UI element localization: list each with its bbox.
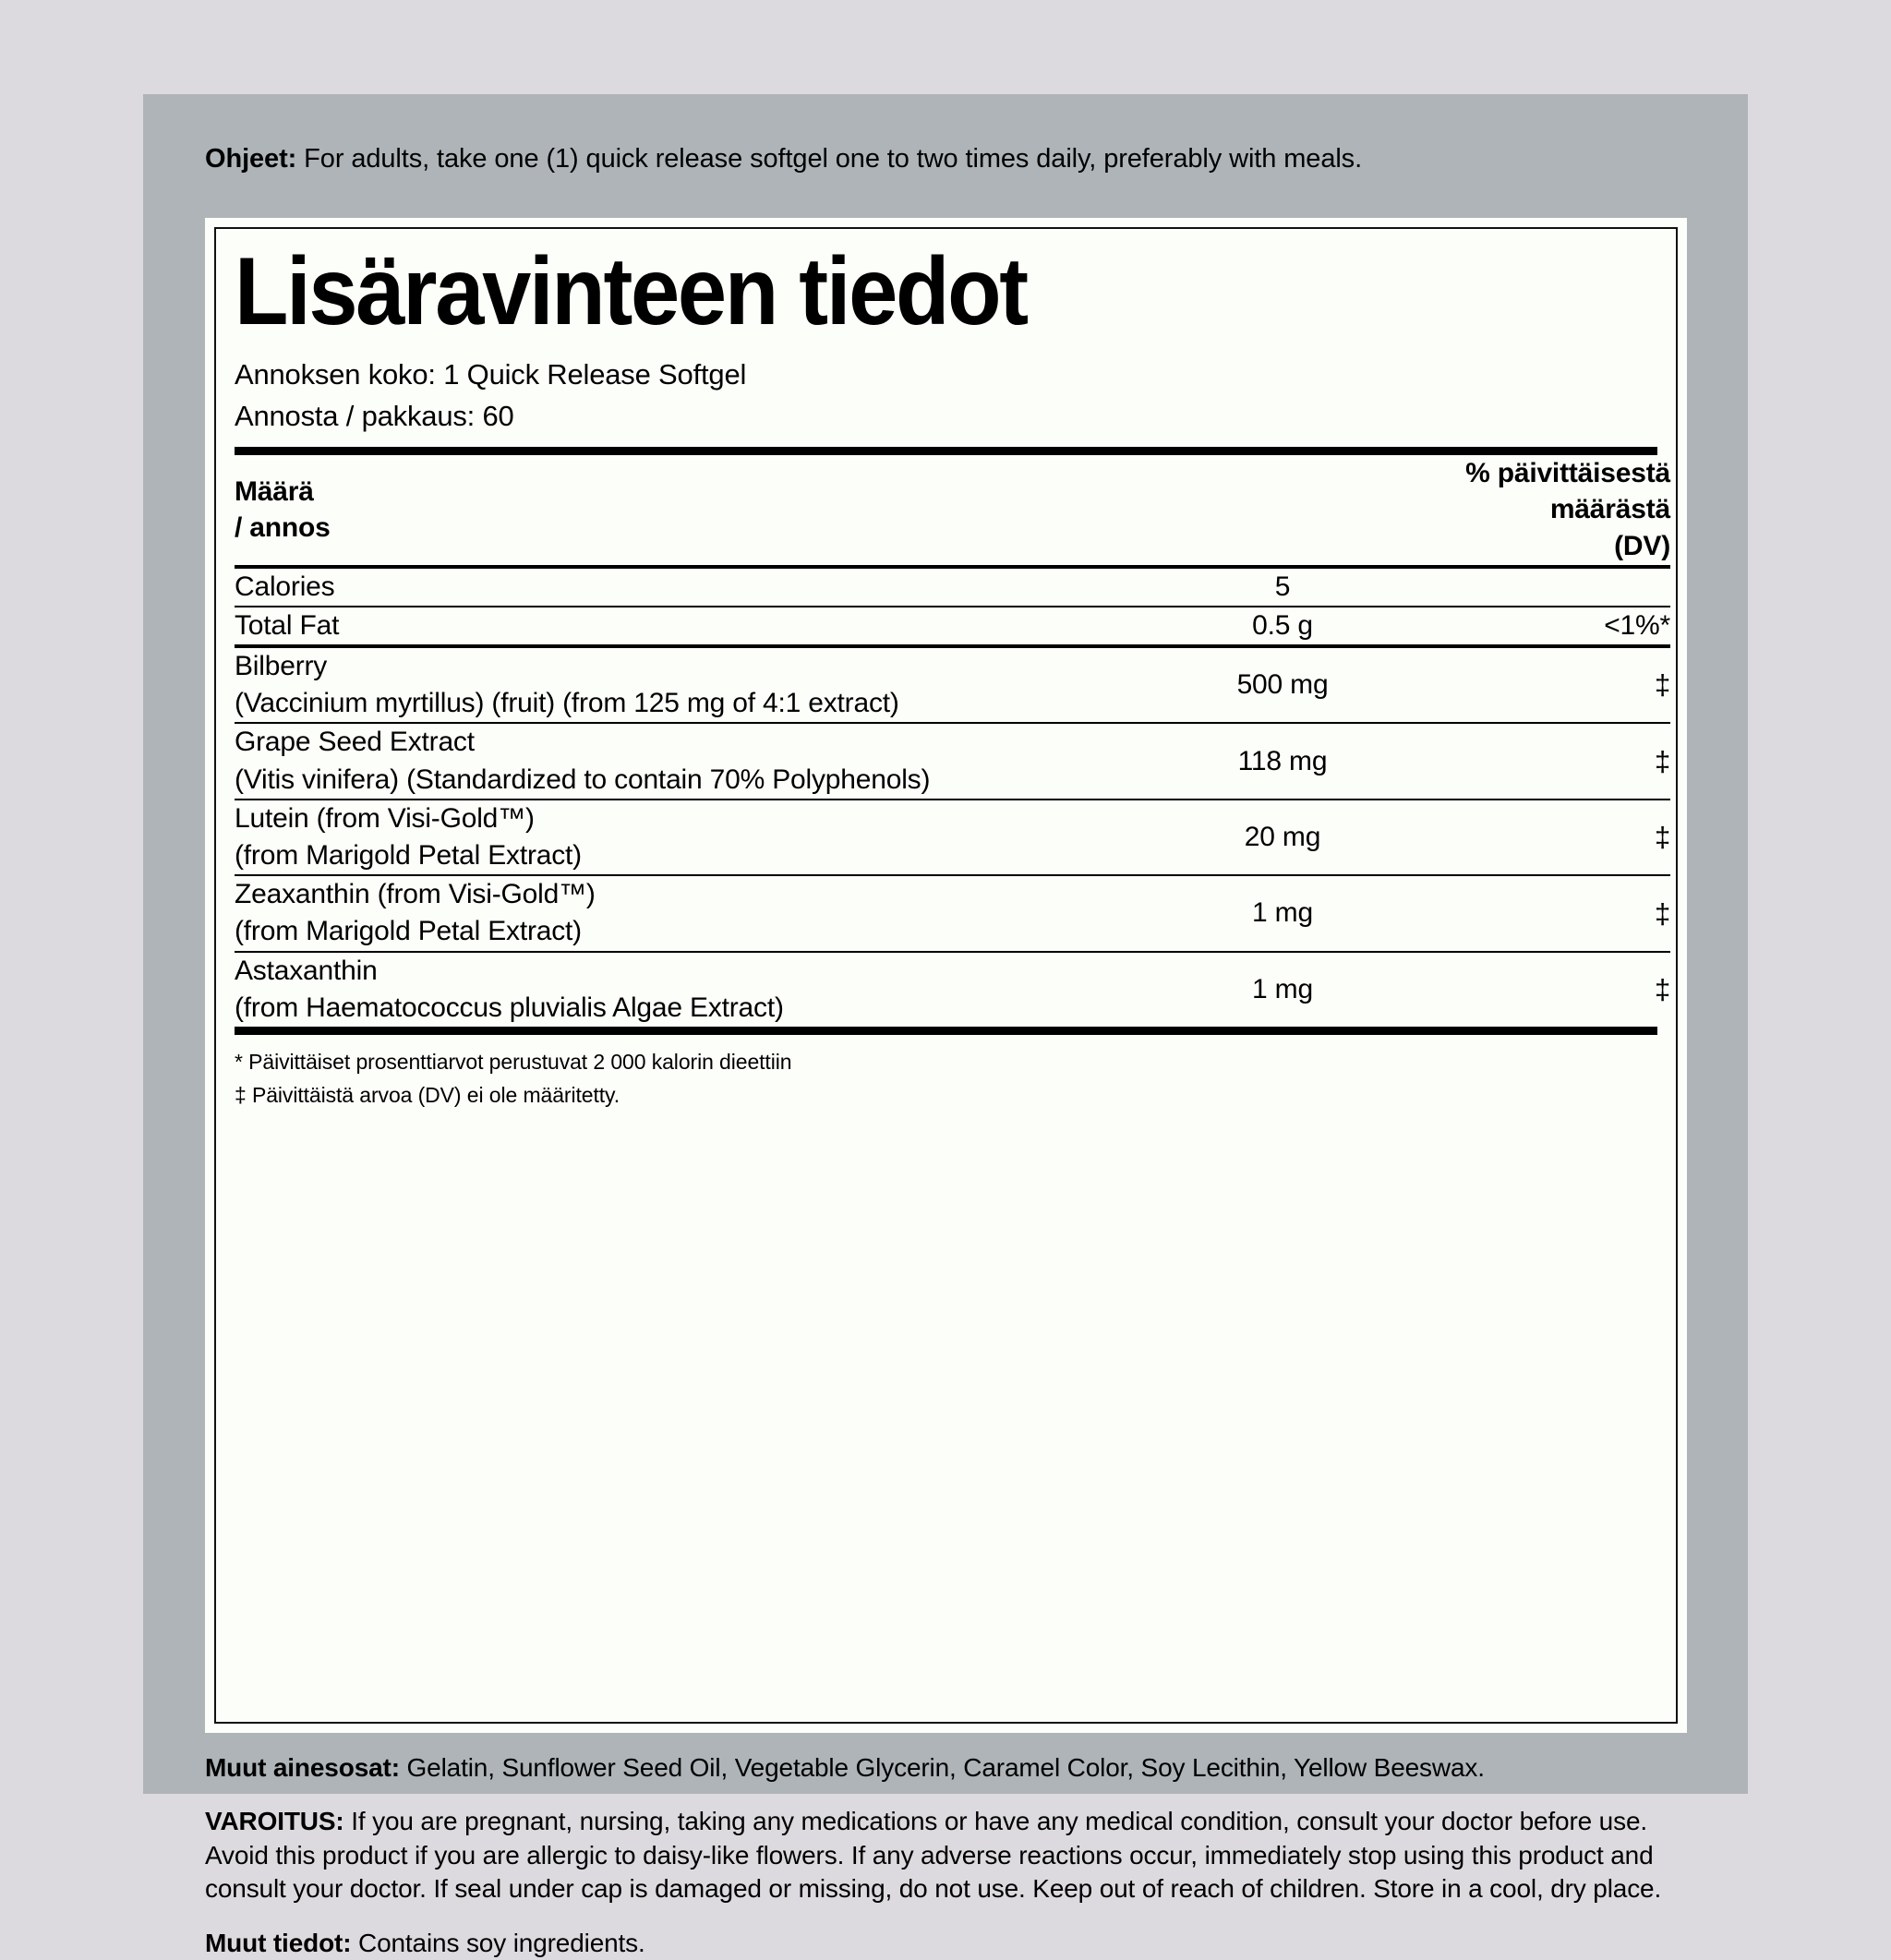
nutrient-dv: ‡ [1421,723,1670,799]
directions-text: For adults, take one (1) quick release softgel one to two times daily, preferably with meals. [304,144,1363,174]
footnotes-block [235,1046,1657,1112]
nutrient-amount: 1 mg [1144,875,1421,951]
table-row [235,952,1670,1027]
directions-label: Ohjeet: [205,144,297,174]
warning-label: VAROITUS: [205,1807,344,1836]
table-row [235,875,1670,951]
nutrient-dv: <1%* [1421,607,1670,646]
header-percent-daily-value: % päivittäisestä määrästä (DV) [1465,457,1670,562]
table-row [235,646,1670,723]
table-row [235,723,1670,799]
other-ingredients-label: Muut ainesosat: [205,1753,400,1782]
warning-text: If you are pregnant, nursing, taking any medications or have any medical condition, consult your doctor before use. Avoid this product if you are allergic to daisy-like flowers. If any adverse reactions occur, immediately stop using this product and consult your doctor. If seal under cap is damaged or missing, do not use. Keep out of reach of children. Store in a cool, dry place. [205,1807,1662,1904]
other-ingredients-text: Gelatin, Sunflower Seed Oil, Vegetable Glycerin, Caramel Color, Soy Lecithin, Yellow Beeswax. [406,1753,1485,1782]
table-row [235,800,1670,875]
footnote-dagger: ‡ Päivittäistä arvoa (DV) ei ole määritetty. [235,1082,620,1107]
nutrient-dv: ‡ [1421,952,1670,1027]
nutrient-subtext: (from Marigold Petal Extract) [235,839,582,871]
supplement-facts-table [235,455,1670,1027]
nutrient-amount: 118 mg [1144,723,1421,799]
supplement-label-panel [143,94,1748,1957]
nutrient-subtext: (Vaccinium myrtillus) (fruit) (from 125 mg of 4:1 extract) [235,688,899,719]
other-info [205,1927,1701,1960]
supplement-facts-inner-border [214,227,1678,1724]
servings-per-container: Annosta / pakkaus: 60 [235,399,514,432]
table-row [235,567,1670,607]
nutrient-amount: 1 mg [1144,952,1421,1027]
table-header-row [235,455,1670,567]
nutrient-subtext: (from Marigold Petal Extract) [235,916,582,947]
header-spacer [1144,455,1421,567]
other-info-text: Contains soy ingredients. [358,1928,645,1957]
nutrient-amount: 500 mg [1144,646,1421,723]
nutrient-dv: ‡ [1421,646,1670,723]
divider-thick-bottom [235,1027,1657,1035]
warning [205,1805,1701,1906]
serving-info-block [235,355,1657,438]
nutrient-amount: 20 mg [1144,800,1421,875]
supplement-facts-box [205,218,1687,1733]
nutrient-dv: ‡ [1421,875,1670,951]
other-ingredients [205,1751,1701,1785]
header-amount-per-serving: Määrä / annos [235,475,331,544]
other-info-label: Muut tiedot: [205,1928,352,1957]
nutrient-name: Astaxanthin [235,955,378,986]
nutrient-name: Lutein (from Visi-Gold™) [235,802,535,834]
table-row [235,607,1670,646]
nutrient-dv [1421,567,1670,607]
footnote-star: * Päivittäiset prosenttiarvot perustuvat 2 000 kalorin dieettiin [235,1049,792,1074]
nutrient-subtext: (Vitis vinifera) (Standardized to contain 70% Polyphenols) [235,764,931,795]
divider-thick-top [235,447,1657,455]
nutrient-name: Bilberry [235,651,328,682]
serving-size: Annoksen koko: 1 Quick Release Softgel [235,358,747,391]
page-title: Lisäravinteen tiedot [235,238,1027,345]
nutrient-name: Total Fat [235,609,340,641]
directions-line [205,142,1701,175]
nutrient-name: Grape Seed Extract [235,727,475,758]
nutrient-dv: ‡ [1421,800,1670,875]
nutrient-name: Calories [235,571,335,602]
bottom-text-block [205,1751,1701,1960]
nutrient-name: Zeaxanthin (from Visi-Gold™) [235,879,596,910]
nutrient-amount: 5 [1144,567,1421,607]
nutrient-amount: 0.5 g [1144,607,1421,646]
nutrient-subtext: (from Haematococcus pluvialis Algae Extract) [235,992,784,1023]
